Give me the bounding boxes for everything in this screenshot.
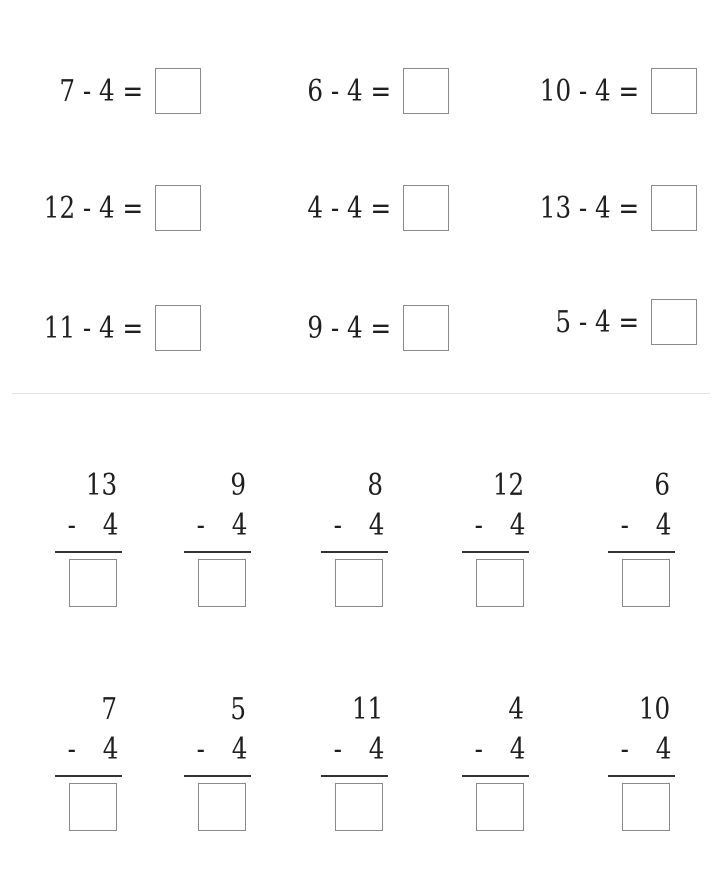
equation-text: 11 - 4 = [43, 310, 143, 346]
vertical-problem [321, 469, 391, 609]
vertical-problem [55, 693, 125, 833]
horizontal-problem [289, 184, 449, 232]
answer-box[interactable] [403, 185, 449, 231]
sum-line [184, 551, 251, 553]
vertical-problem [462, 469, 532, 609]
vertical-problem [462, 693, 532, 833]
vertical-problem [321, 693, 391, 833]
minuend: 10 [638, 692, 670, 727]
sum-line [321, 775, 388, 777]
horizontal-problem [41, 67, 201, 115]
answer-box[interactable] [651, 185, 697, 231]
minuend: 5 [230, 692, 246, 727]
horizontal-problem [22, 304, 201, 352]
subtrahend: 4 [231, 508, 248, 543]
sum-line [55, 775, 122, 777]
answer-box[interactable] [155, 305, 201, 351]
sum-line [462, 551, 529, 553]
answer-box[interactable] [622, 559, 670, 607]
sum-line [608, 775, 675, 777]
equation-text: 12 - 4 = [43, 190, 143, 226]
minuend: 4 [508, 692, 524, 727]
subtrahend: 4 [655, 732, 672, 767]
answer-box[interactable] [335, 783, 383, 831]
answer-box[interactable] [198, 559, 246, 607]
equation-text: 13 - 4 = [539, 190, 639, 226]
minus-sign: - [474, 508, 483, 543]
minus-sign: - [620, 508, 629, 543]
equation-text: 10 - 4 = [539, 73, 639, 109]
subtrahend: 4 [368, 732, 385, 767]
minus-sign: - [474, 732, 483, 767]
minus-sign: - [333, 732, 342, 767]
vertical-problem [184, 693, 254, 833]
horizontal-problem [22, 184, 201, 232]
minus-sign: - [67, 732, 76, 767]
answer-box[interactable] [335, 559, 383, 607]
section-divider [12, 393, 710, 394]
answer-box[interactable] [69, 559, 117, 607]
answer-box[interactable] [651, 299, 697, 345]
answer-box[interactable] [198, 783, 246, 831]
minuend: 9 [230, 468, 246, 503]
vertical-problem [608, 469, 678, 609]
answer-box[interactable] [622, 783, 670, 831]
minuend: 7 [101, 692, 117, 727]
answer-box[interactable] [403, 68, 449, 114]
answer-box[interactable] [476, 783, 524, 831]
horizontal-problem [289, 67, 449, 115]
sum-line [462, 775, 529, 777]
horizontal-problem [289, 304, 449, 352]
equation-text: 4 - 4 = [307, 190, 391, 226]
horizontal-problem [518, 184, 697, 232]
subtrahend: 4 [102, 732, 119, 767]
minus-sign: - [333, 508, 342, 543]
minus-sign: - [67, 508, 76, 543]
minuend: 8 [367, 468, 383, 503]
answer-box[interactable] [155, 68, 201, 114]
answer-box[interactable] [155, 185, 201, 231]
minuend: 12 [492, 468, 524, 503]
minus-sign: - [620, 732, 629, 767]
vertical-problem [184, 469, 254, 609]
minus-sign: - [196, 732, 205, 767]
answer-box[interactable] [651, 68, 697, 114]
vertical-problem [55, 469, 125, 609]
equation-text: 6 - 4 = [307, 73, 391, 109]
minuend: 11 [351, 692, 383, 727]
minus-sign: - [196, 508, 205, 543]
subtrahend: 4 [102, 508, 119, 543]
horizontal-problem [518, 67, 697, 115]
horizontal-problem [537, 298, 697, 346]
subtrahend: 4 [509, 732, 526, 767]
vertical-problem [608, 693, 678, 833]
equation-text: 9 - 4 = [307, 310, 391, 346]
subtrahend: 4 [509, 508, 526, 543]
sum-line [184, 775, 251, 777]
equation-text: 7 - 4 = [59, 73, 143, 109]
subtrahend: 4 [655, 508, 672, 543]
answer-box[interactable] [403, 305, 449, 351]
minuend: 13 [85, 468, 117, 503]
subtrahend: 4 [231, 732, 248, 767]
subtrahend: 4 [368, 508, 385, 543]
sum-line [321, 551, 388, 553]
sum-line [55, 551, 122, 553]
sum-line [608, 551, 675, 553]
minuend: 6 [654, 468, 670, 503]
answer-box[interactable] [69, 783, 117, 831]
answer-box[interactable] [476, 559, 524, 607]
equation-text: 5 - 4 = [555, 304, 639, 340]
